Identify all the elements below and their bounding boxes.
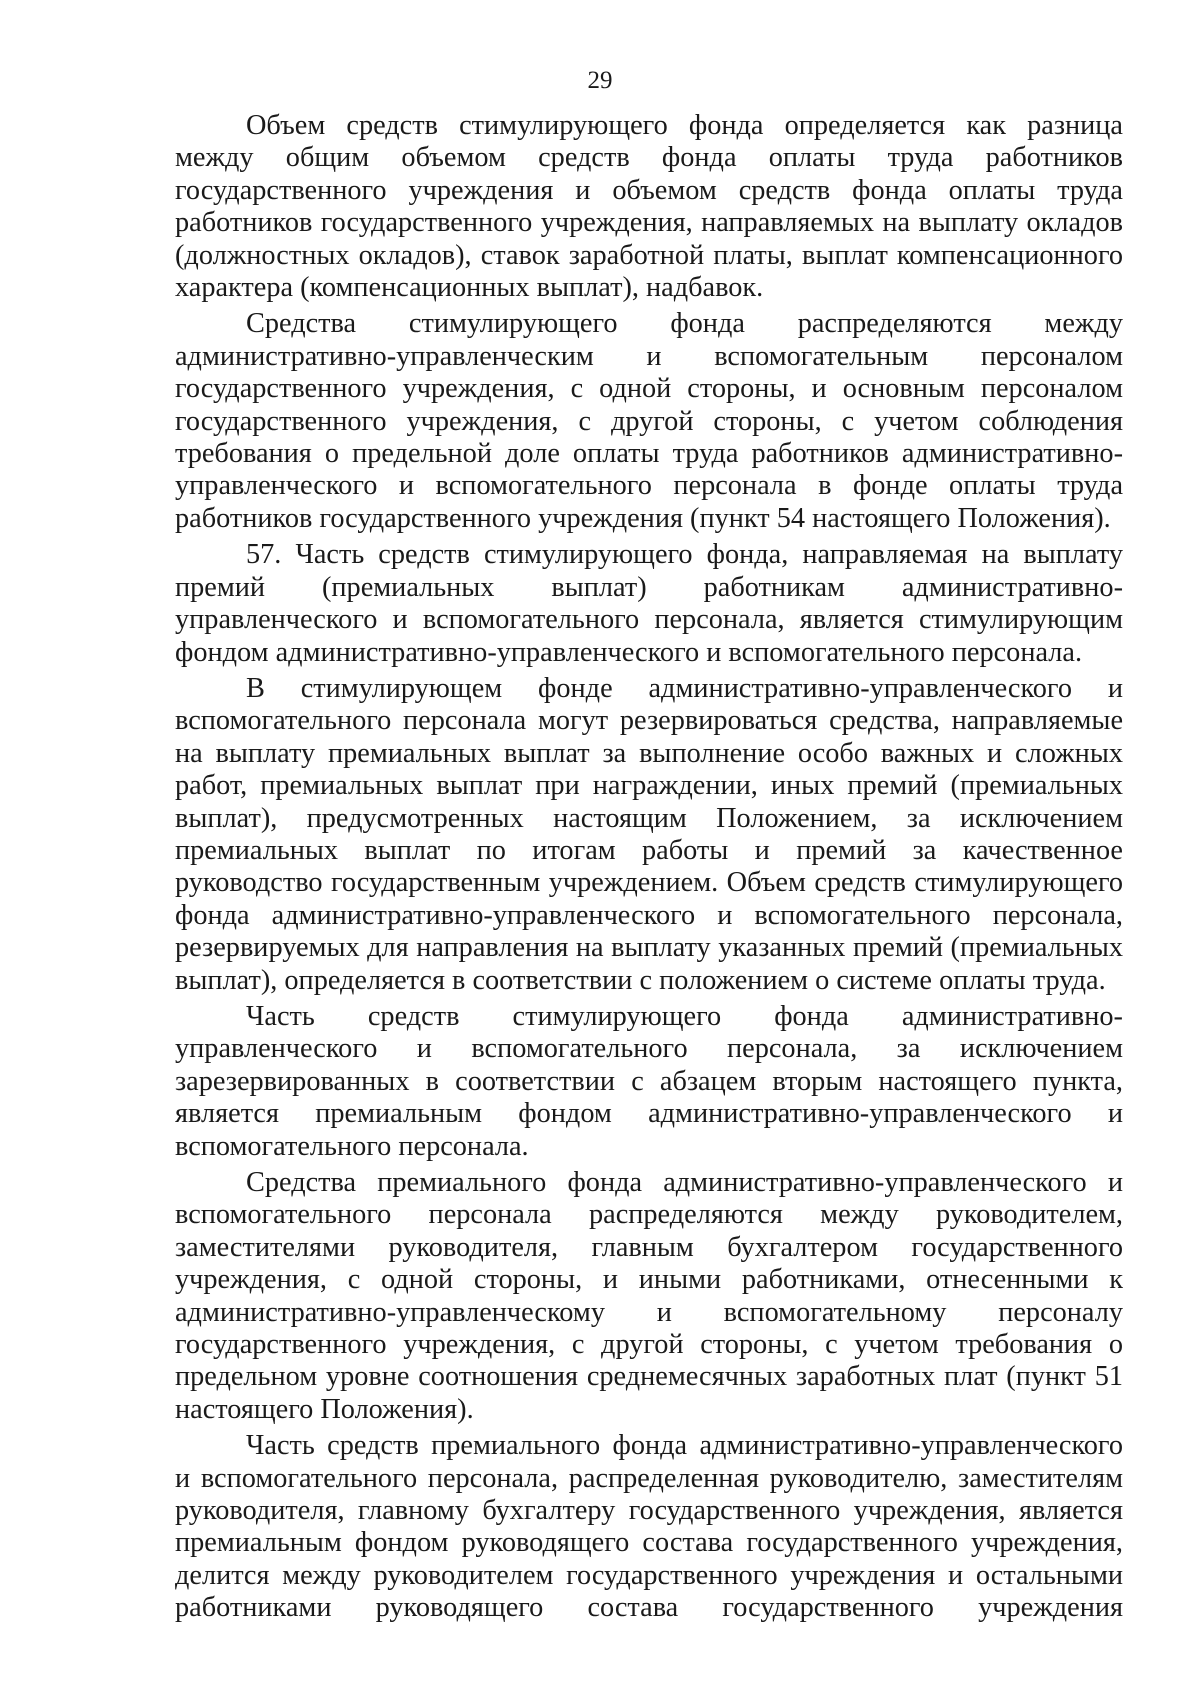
paragraph-bonus-fund: Часть средств стимулирующего фонда административно-управленческого и вспомогательного персонала, за исключением зарезервированных в соответствии с абзацем вторым настоящего пункта, является премиальным фондом административно-управленческого и вспомогательного персонала. bbox=[175, 1000, 1123, 1162]
paragraph-stimulus-fund-volume: Объем средств стимулирующего фонда определяется как разница между общим объемом средств фонда оплаты труда работников государственного учреждения и объемом средств фонда оплаты труда работников государственного учреждения, направляемых на выплату окладов (должностных окладов), ставок заработной платы, выплат компенсационного характера (компенсационных выплат), надбавок. bbox=[175, 110, 1123, 304]
document-body bbox=[175, 110, 1123, 1625]
page-number: 29 bbox=[587, 67, 613, 94]
paragraph-item-57: 57. Часть средств стимулирующего фонда, направляемая на выплату премий (премиальных выплат) работникам административно-управленческого и вспомогательного персонала, является стимулирующим фондом административно-управленческого и вспомогательного персонала. bbox=[175, 539, 1123, 668]
paragraph-reserved-funds: В стимулирующем фонде административно-управленческого и вспомогательного персонала могут резервироваться средства, направляемые на выплату премиальных выплат за выполнение особо важных и сложных работ, премиальных выплат при награждении, иных премий (премиальных выплат), предусмотренных настоящим Положением, за исключением премиальных выплат по итогам работы и премий за качественное руководство государственным учреждением. Объем средств стимулирующего фонда административно-управленческого и вспомогательного персонала, резервируемых для направления на выплату указанных премий (премиальных выплат), определяется в соответствии с положением о системе оплаты труда. bbox=[175, 672, 1123, 996]
paragraph-stimulus-fund-distribution: Средства стимулирующего фонда распределяются между административно-управленческим и вспомогательным персоналом государственного учреждения, с одной стороны, и основным персоналом государственного учреждения, с другой стороны, с учетом соблюдения требования о предельной доле оплаты труда работников административно-управленческого и вспомогательного персонала в фонде оплаты труда работников государственного учреждения (пункт 54 настоящего Положения). bbox=[175, 308, 1123, 534]
paragraph-management-bonus-fund: Часть средств премиального фонда административно-управленческого и вспомогательного персонала, распределенная руководителю, заместителям руководителя, главному бухгалтеру государственного учреждения, является премиальным фондом руководящего состава государственного учреждения, делится между руководителем государственного учреждения и остальными работниками руководящего состава государственного учреждения bbox=[175, 1430, 1123, 1624]
paragraph-bonus-fund-distribution: Средства премиального фонда административно-управленческого и вспомогательного персонала распределяются между руководителем, заместителями руководителя, главным бухгалтером государственного учреждения, с одной стороны, и иными работниками, отнесенными к административно-управленческому и вспомогательному персоналу государственного учреждения, с другой стороны, с учетом требования о предельном уровне соотношения среднемесячных заработных плат (пункт 51 настоящего Положения). bbox=[175, 1167, 1123, 1425]
